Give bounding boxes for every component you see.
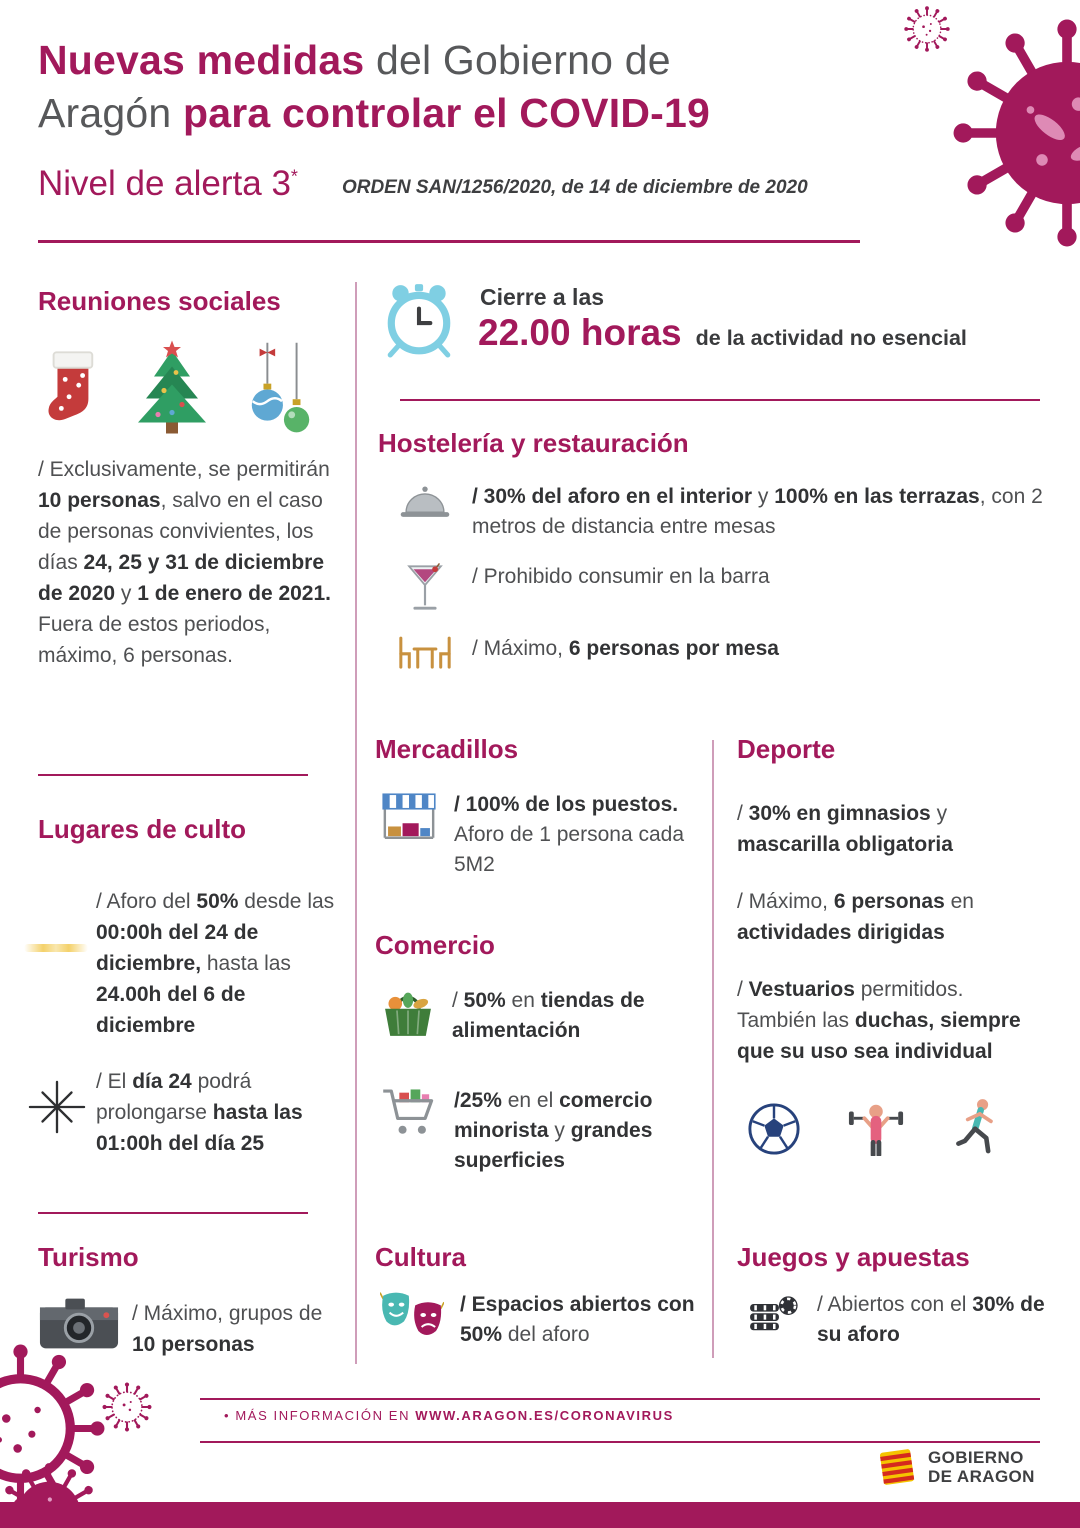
section-title-cultura: Cultura [375,1242,466,1272]
left-divider-2 [38,1212,308,1214]
cultura-item [380,1290,700,1350]
cierre-rest-text: de la actividad no esencial [695,326,967,350]
christmas-icons-row [42,340,318,436]
juegos-text: / Abiertos con el 30% de su aforo [817,1293,1045,1346]
aragon-flag-icon [876,1446,918,1488]
hosteleria-item-2 [396,562,1046,614]
vertical-divider-columns [712,740,714,1358]
section-title-reuniones: Reuniones sociales [38,286,281,316]
cierre-time: 22.00 horas [478,312,682,353]
mercadillos-item [380,790,689,880]
footer-divider-bottom [200,1441,1040,1443]
logo-line-2: DE ARAGON [928,1467,1035,1486]
cierre-divider [400,399,1040,401]
footer-info-text: • MÁS INFORMACIÓN EN WWW.ARAGON.ES/CORONAVIRUS [224,1408,674,1423]
section-title-juegos: Juegos y apuestas [737,1242,970,1272]
section-title-turismo: Turismo [38,1242,139,1272]
hosteleria-item-3 [396,634,1046,670]
hosteleria-item-3-text: / Máximo, 6 personas por mesa [472,637,779,660]
shopping-cart-icon [380,1086,438,1138]
sport-icons-row [747,1096,1003,1156]
deporte-items [737,798,1045,1093]
baubles-icon [244,342,318,436]
alert-level: Nivel de alerta 3* [38,164,298,203]
bottom-accent-bar [0,1502,1080,1528]
grocery-basket-icon [380,986,436,1040]
market-stall-icon [380,790,438,842]
header [38,34,888,204]
comercio-item-1 [380,986,682,1046]
cultura-text: / Espacios abiertos con 50% del aforo [460,1293,695,1346]
section-title-deporte: Deporte [737,734,836,764]
weightlifter-icon [847,1096,905,1156]
culto-item-2-text: / El día 24 podrá prolongarse hasta las 01:00h del día 25 [96,1070,303,1155]
soccer-ball-icon [747,1102,801,1156]
logo-line-1: GOBIERNO [928,1448,1024,1467]
cloche-icon [396,482,454,522]
gobierno-aragon-logo [876,1446,1035,1488]
title-line-1: Nuevas medidas del Gobierno de [38,37,671,83]
hosteleria-item-1-text: / 30% del aforo en el interior y 100% en las terrazas, con 2 metros de distancia entre mesas [472,485,1043,538]
comercio-item-2 [380,1086,689,1176]
runner-icon [951,1096,1003,1156]
theater-masks-icon [380,1290,444,1340]
virus-dotted-icon-bottom [100,1380,154,1434]
stocking-icon [42,344,100,436]
cierre-line [478,312,967,354]
christmas-tree-icon [130,340,214,436]
logo-text [928,1448,1035,1486]
page-title [38,34,888,140]
section-title-comercio: Comercio [375,930,495,960]
star-icon [28,1078,86,1136]
alarm-clock-icon [380,280,458,358]
culto-item-1-text: / Aforo del 50% desde las 00:00h del 24 de diciembre, hasta las 24.00h del 6 de diciembre [96,890,335,1037]
order-reference: ORDEN SAN/1256/2020, de 14 de diciembre de 2020 [341,177,808,198]
left-divider-1 [38,774,308,776]
comercio-item-2-text: /25% en el comercio minorista y grandes superficies [454,1089,653,1172]
turismo-text: / Máximo, grupos de 10 personas [132,1302,323,1356]
mercadillos-text: / 100% de los puestos. Aforo de 1 persona cada 5M2 [454,793,684,876]
vertical-divider-main [355,282,357,1364]
header-divider [38,240,860,243]
footer-divider-top [200,1398,1040,1400]
virus-icon-top-right [942,8,1080,258]
juegos-item [745,1290,1047,1350]
comercio-item-1-text: / 50% en tiendas de alimentación [452,989,645,1042]
cocktail-icon [396,562,454,614]
cierre-lead-text: Cierre a las [480,284,605,310]
deporte-item-3-text: / Vestuarios permitidos. También las duchas, siempre que su uso sea individual [737,978,1021,1063]
deporte-item-2-text: / Máximo, 6 personas en actividades dirigidas [737,890,974,944]
hosteleria-item-2-text: / Prohibido consumir en la barra [472,565,770,588]
section-title-mercadillos: Mercadillos [375,734,519,764]
candle-glow-icon [24,944,88,952]
hosteleria-items [396,482,1046,690]
title-line-2: Aragón para controlar el COVID-19 [38,90,710,136]
deporte-item-1-text: / 30% en gimnasios y mascarilla obligatoria [737,802,953,856]
poker-chips-icon [745,1290,801,1340]
table-chairs-icon [396,634,454,670]
section-title-hosteleria: Hostelería y restauración [378,428,689,458]
alert-asterisk: * [290,166,298,187]
section-title-culto: Lugares de culto [38,814,247,844]
reuniones-text: / Exclusivamente, se permitirán 10 personas, salvo en el caso de personas convivientes, los días 24, 25 y 31 de diciembre de 2020 y 1 de enero de 2021. Fuera de estos periodos, máximo, 6 personas. [38,458,332,667]
hosteleria-item-1 [396,482,1046,542]
